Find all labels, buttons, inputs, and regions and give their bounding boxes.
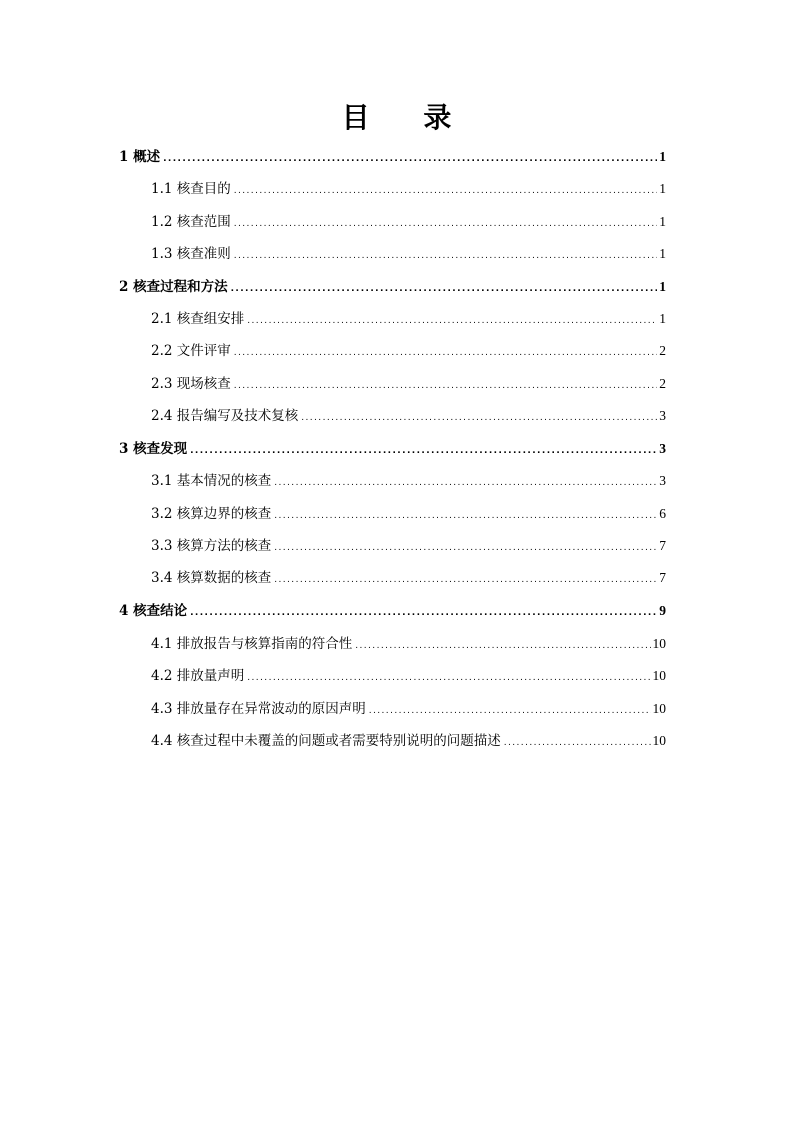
- dot-leader: [234, 374, 657, 398]
- toc-entry[interactable]: [151, 177, 666, 201]
- dot-leader: [274, 536, 657, 560]
- toc-entry[interactable]: [151, 632, 666, 656]
- toc-entry-label: 1.3 核查准则: [151, 246, 231, 262]
- dot-leader: [190, 601, 657, 625]
- dot-leader: [231, 277, 658, 301]
- dot-leader: [301, 406, 657, 430]
- dot-leader: [274, 568, 657, 592]
- toc-entry-label: 3 核查发现: [119, 441, 188, 457]
- toc-entry-page: 2: [659, 343, 666, 358]
- dot-leader: [274, 471, 657, 495]
- toc-entry-label: 4.1 排放报告与核算指南的符合性: [151, 636, 353, 652]
- toc-entry-page: 10: [652, 636, 666, 651]
- toc-entry-page: 1: [659, 181, 666, 196]
- toc-entry[interactable]: [151, 664, 666, 688]
- toc-entry[interactable]: [151, 502, 666, 526]
- toc-entry-label: 3.4 核算数据的核查: [151, 570, 272, 586]
- toc-entry[interactable]: [151, 566, 666, 590]
- toc-entry[interactable]: [119, 599, 666, 623]
- toc-entry-page: 9: [659, 603, 666, 618]
- toc-entry-page: 3: [659, 473, 666, 488]
- toc-entry-label: 4 核查结论: [119, 603, 188, 619]
- toc-entry-label: 4.2 排放量声明: [151, 668, 245, 684]
- toc-entry[interactable]: [151, 372, 666, 396]
- toc-entry-page: 1: [659, 149, 666, 164]
- toc-entry-page: 1: [659, 279, 666, 294]
- toc-entry[interactable]: [119, 145, 666, 169]
- toc-entry-page: 10: [652, 668, 666, 683]
- toc-entry-label: 1 概述: [119, 149, 161, 165]
- dot-leader: [274, 504, 657, 528]
- toc-entry-label: 3.3 核算方法的核查: [151, 538, 272, 554]
- toc-entry[interactable]: [151, 404, 666, 428]
- toc-entry-label: 1.1 核查目的: [151, 181, 231, 197]
- toc-entry-label: 4.3 排放量存在异常波动的原因声明: [151, 701, 366, 717]
- toc-entry-label: 4.4 核查过程中未覆盖的问题或者需要特别说明的问题描述: [151, 733, 501, 749]
- toc-entry-page: 1: [659, 214, 666, 229]
- dot-leader: [247, 309, 657, 333]
- dot-leader: [369, 699, 651, 723]
- toc-entry[interactable]: [151, 210, 666, 234]
- toc-entry[interactable]: [151, 339, 666, 363]
- toc-entry-label: 2.1 核查组安排: [151, 311, 245, 327]
- page-title: 目 录: [341, 101, 474, 134]
- toc-entry[interactable]: [119, 437, 666, 461]
- dot-leader: [234, 179, 657, 203]
- toc-entry-page: 3: [659, 441, 666, 456]
- toc-entry-label: 2 核查过程和方法: [119, 279, 228, 295]
- toc-entry-page: 1: [659, 246, 666, 261]
- toc-entry-page: 2: [659, 376, 666, 391]
- dot-leader: [247, 666, 650, 690]
- toc-entry[interactable]: [151, 534, 666, 558]
- toc-entry[interactable]: [151, 729, 666, 753]
- dot-leader: [163, 147, 657, 171]
- toc-entry-page: 10: [652, 701, 666, 716]
- toc-entry-page: 10: [652, 733, 666, 748]
- dot-leader: [355, 634, 650, 658]
- toc-entry[interactable]: [119, 275, 666, 299]
- dot-leader: [190, 439, 657, 463]
- toc-entry-label: 2.2 文件评审: [151, 343, 231, 359]
- toc-entry-page: 7: [659, 538, 666, 553]
- toc-entry-page: 1: [659, 311, 666, 326]
- toc-entry-label: 3.1 基本情况的核查: [151, 473, 272, 489]
- toc-entry[interactable]: [151, 242, 666, 266]
- toc-entry-label: 3.2 核算边界的核查: [151, 506, 272, 522]
- toc-entry-page: 6: [659, 506, 666, 521]
- toc-entry-page: 7: [659, 570, 666, 585]
- dot-leader: [234, 244, 657, 268]
- dot-leader: [234, 212, 657, 236]
- dot-leader: [234, 341, 657, 365]
- toc-entry[interactable]: [151, 697, 666, 721]
- toc-entry-page: 3: [659, 408, 666, 423]
- toc-entry-label: 2.4 报告编写及技术复核: [151, 408, 299, 424]
- toc-entry-label: 2.3 现场核查: [151, 376, 231, 392]
- toc-entry-label: 1.2 核查范围: [151, 214, 231, 230]
- dot-leader: [504, 731, 651, 755]
- toc-entry[interactable]: [151, 469, 666, 493]
- toc-entry[interactable]: [151, 307, 666, 331]
